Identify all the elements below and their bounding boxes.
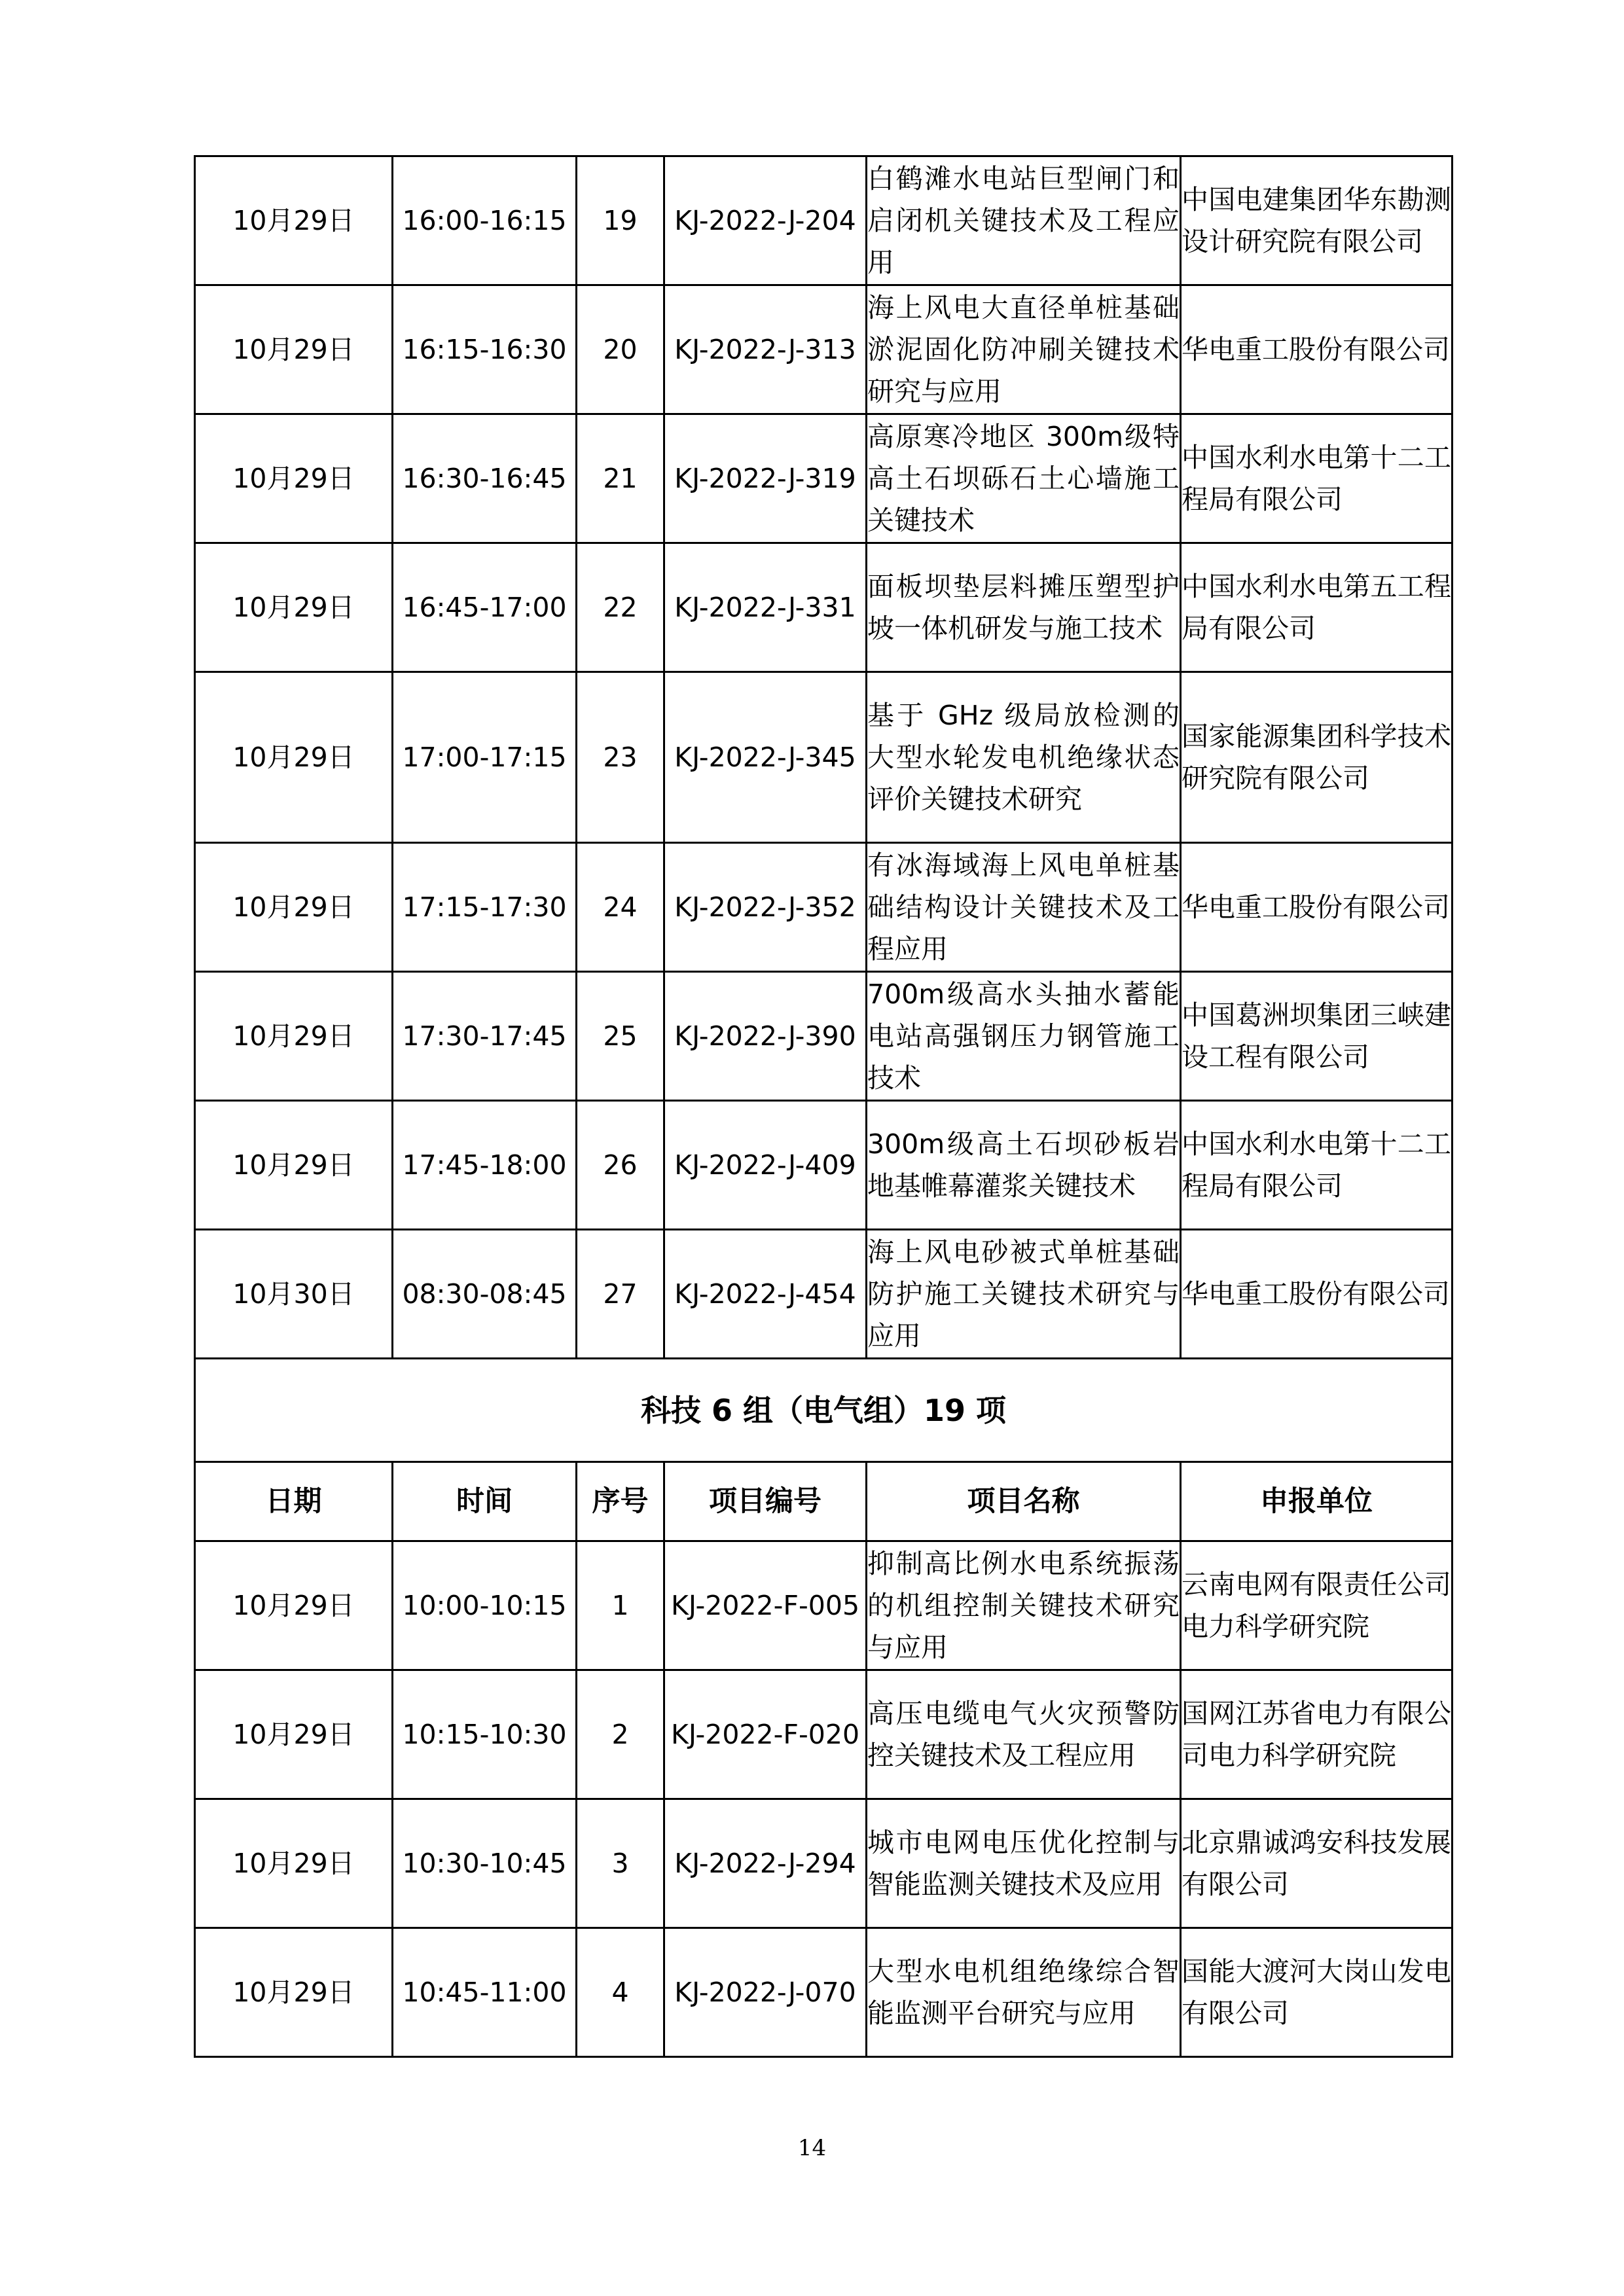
header-number: 序号 bbox=[577, 1462, 664, 1541]
date-cell: 10月29日 bbox=[195, 1101, 393, 1230]
code-cell: KJ-2022-J-331 bbox=[664, 543, 867, 672]
table-row bbox=[195, 543, 1453, 672]
time-cell: 16:00-16:15 bbox=[393, 156, 577, 285]
number-cell: 27 bbox=[577, 1230, 664, 1359]
time-cell: 17:00-17:15 bbox=[393, 672, 577, 843]
date-cell: 10月29日 bbox=[195, 972, 393, 1101]
date-cell: 10月29日 bbox=[195, 843, 393, 972]
unit-cell: 北京鼎诚鸿安科技发展有限公司 bbox=[1181, 1799, 1453, 1928]
time-cell: 17:45-18:00 bbox=[393, 1101, 577, 1230]
page-number: 14 bbox=[797, 2135, 827, 2161]
project-name-cell: 高原寒冷地区 300m级特高土石坝砾石土心墙施工关键技术 bbox=[867, 414, 1181, 543]
unit-cell: 中国电建集团华东勘测设计研究院有限公司 bbox=[1181, 156, 1453, 285]
number-cell: 20 bbox=[577, 285, 664, 414]
project-name-cell: 城市电网电压优化控制与智能监测关键技术及应用 bbox=[867, 1799, 1181, 1928]
table-row bbox=[195, 1799, 1453, 1928]
date-cell: 10月29日 bbox=[195, 414, 393, 543]
number-cell: 4 bbox=[577, 1928, 664, 2057]
table-row bbox=[195, 972, 1453, 1101]
section-title-row bbox=[195, 1359, 1453, 1462]
date-cell: 10月29日 bbox=[195, 156, 393, 285]
table-row bbox=[195, 1101, 1453, 1230]
header-name: 项目名称 bbox=[867, 1462, 1181, 1541]
table-header-row bbox=[195, 1462, 1453, 1541]
unit-cell: 国能大渡河大岗山发电有限公司 bbox=[1181, 1928, 1453, 2057]
number-cell: 2 bbox=[577, 1670, 664, 1799]
unit-cell: 中国水利水电第十二工程局有限公司 bbox=[1181, 414, 1453, 543]
code-cell: KJ-2022-F-020 bbox=[664, 1670, 867, 1799]
number-cell: 3 bbox=[577, 1799, 664, 1928]
table-row bbox=[195, 156, 1453, 285]
unit-cell: 华电重工股份有限公司 bbox=[1181, 843, 1453, 972]
date-cell: 10月30日 bbox=[195, 1230, 393, 1359]
project-name-cell: 700m级高水头抽水蓄能电站高强钢压力钢管施工技术 bbox=[867, 972, 1181, 1101]
time-cell: 10:15-10:30 bbox=[393, 1670, 577, 1799]
header-date: 日期 bbox=[195, 1462, 393, 1541]
time-cell: 10:30-10:45 bbox=[393, 1799, 577, 1928]
project-name-cell: 白鹤滩水电站巨型闸门和启闭机关键技术及工程应用 bbox=[867, 156, 1181, 285]
table-row bbox=[195, 285, 1453, 414]
project-name-cell: 海上风电大直径单桩基础淤泥固化防冲刷关键技术研究与应用 bbox=[867, 285, 1181, 414]
project-name-cell: 抑制高比例水电系统振荡的机组控制关键技术研究与应用 bbox=[867, 1541, 1181, 1670]
code-cell: KJ-2022-J-345 bbox=[664, 672, 867, 843]
time-cell: 10:45-11:00 bbox=[393, 1928, 577, 2057]
number-cell: 21 bbox=[577, 414, 664, 543]
table-row bbox=[195, 1670, 1453, 1799]
time-cell: 16:45-17:00 bbox=[393, 543, 577, 672]
header-unit: 申报单位 bbox=[1181, 1462, 1453, 1541]
number-cell: 25 bbox=[577, 972, 664, 1101]
code-cell: KJ-2022-J-319 bbox=[664, 414, 867, 543]
date-cell: 10月29日 bbox=[195, 1541, 393, 1670]
code-cell: KJ-2022-J-352 bbox=[664, 843, 867, 972]
project-name-cell: 有冰海域海上风电单桩基础结构设计关键技术及工程应用 bbox=[867, 843, 1181, 972]
unit-cell: 中国葛洲坝集团三峡建设工程有限公司 bbox=[1181, 972, 1453, 1101]
project-name-cell: 300m级高土石坝砂板岩地基帷幕灌浆关键技术 bbox=[867, 1101, 1181, 1230]
date-cell: 10月29日 bbox=[195, 672, 393, 843]
date-cell: 10月29日 bbox=[195, 285, 393, 414]
project-name-cell: 大型水电机组绝缘综合智能监测平台研究与应用 bbox=[867, 1928, 1181, 2057]
date-cell: 10月29日 bbox=[195, 1928, 393, 2057]
date-cell: 10月29日 bbox=[195, 1670, 393, 1799]
code-cell: KJ-2022-J-454 bbox=[664, 1230, 867, 1359]
time-cell: 17:15-17:30 bbox=[393, 843, 577, 972]
number-cell: 24 bbox=[577, 843, 664, 972]
header-time: 时间 bbox=[393, 1462, 577, 1541]
table-row bbox=[195, 1541, 1453, 1670]
project-name-cell: 海上风电砂被式单桩基础防护施工关键技术研究与应用 bbox=[867, 1230, 1181, 1359]
unit-cell: 中国水利水电第五工程局有限公司 bbox=[1181, 543, 1453, 672]
code-cell: KJ-2022-J-313 bbox=[664, 285, 867, 414]
date-cell: 10月29日 bbox=[195, 1799, 393, 1928]
table-row bbox=[195, 1928, 1453, 2057]
date-cell: 10月29日 bbox=[195, 543, 393, 672]
project-name-cell: 基于 GHz 级局放检测的大型水轮发电机绝缘状态评价关键技术研究 bbox=[867, 672, 1181, 843]
code-cell: KJ-2022-J-390 bbox=[664, 972, 867, 1101]
time-cell: 10:00-10:15 bbox=[393, 1541, 577, 1670]
table-row bbox=[195, 414, 1453, 543]
time-cell: 17:30-17:45 bbox=[393, 972, 577, 1101]
table-row bbox=[195, 1230, 1453, 1359]
code-cell: KJ-2022-F-005 bbox=[664, 1541, 867, 1670]
code-cell: KJ-2022-J-070 bbox=[664, 1928, 867, 2057]
number-cell: 19 bbox=[577, 156, 664, 285]
header-code: 项目编号 bbox=[664, 1462, 867, 1541]
unit-cell: 国网江苏省电力有限公司电力科学研究院 bbox=[1181, 1670, 1453, 1799]
time-cell: 16:15-16:30 bbox=[393, 285, 577, 414]
unit-cell: 中国水利水电第十二工程局有限公司 bbox=[1181, 1101, 1453, 1230]
project-name-cell: 面板坝垫层料摊压塑型护坡一体机研发与施工技术 bbox=[867, 543, 1181, 672]
number-cell: 26 bbox=[577, 1101, 664, 1230]
number-cell: 22 bbox=[577, 543, 664, 672]
unit-cell: 华电重工股份有限公司 bbox=[1181, 285, 1453, 414]
code-cell: KJ-2022-J-294 bbox=[664, 1799, 867, 1928]
unit-cell: 华电重工股份有限公司 bbox=[1181, 1230, 1453, 1359]
time-cell: 08:30-08:45 bbox=[393, 1230, 577, 1359]
number-cell: 23 bbox=[577, 672, 664, 843]
table-row bbox=[195, 672, 1453, 843]
project-name-cell: 高压电缆电气火灾预警防控关键技术及工程应用 bbox=[867, 1670, 1181, 1799]
table-row bbox=[195, 843, 1453, 972]
unit-cell: 云南电网有限责任公司电力科学研究院 bbox=[1181, 1541, 1453, 1670]
code-cell: KJ-2022-J-204 bbox=[664, 156, 867, 285]
time-cell: 16:30-16:45 bbox=[393, 414, 577, 543]
schedule-table bbox=[194, 155, 1453, 2058]
section-title: 科技 6 组（电气组）19 项 bbox=[195, 1359, 1453, 1462]
code-cell: KJ-2022-J-409 bbox=[664, 1101, 867, 1230]
unit-cell: 国家能源集团科学技术研究院有限公司 bbox=[1181, 672, 1453, 843]
number-cell: 1 bbox=[577, 1541, 664, 1670]
